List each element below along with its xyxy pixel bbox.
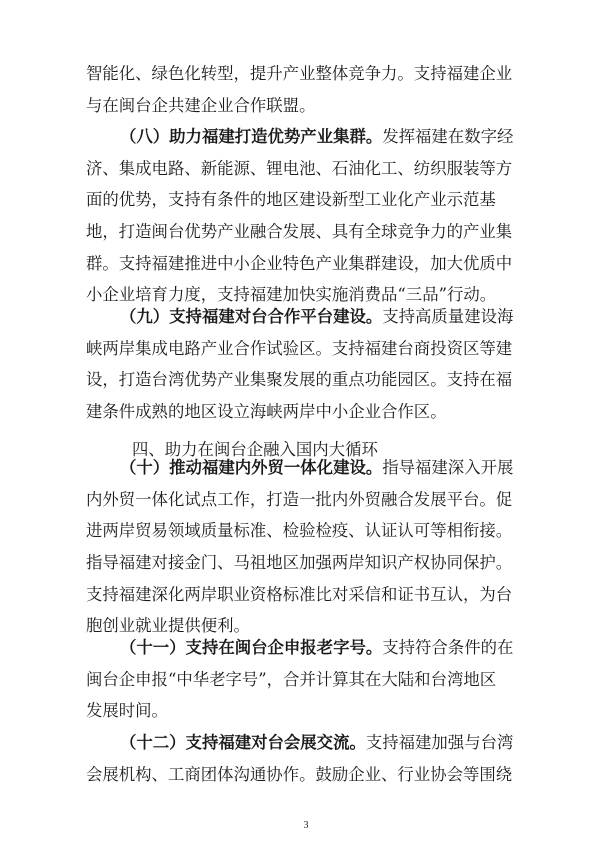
- text-line: [86, 579, 528, 611]
- text-line: [86, 452, 528, 484]
- text-line: [86, 216, 528, 248]
- text-line: [86, 484, 528, 516]
- text-line: [86, 90, 528, 122]
- text-line: [86, 58, 528, 90]
- line-text: 内外贸一体化试点工作，打造一批内外贸融合发展平台。促: [86, 489, 513, 509]
- line-text: 智能化、绿色化转型，提升产业整体竞争力。支持福建企业: [86, 64, 513, 83]
- line-text: 会展机构、工商团体沟通协作。鼓励企业、行业协会等围绕: [86, 764, 513, 784]
- page-number: 3: [303, 820, 309, 831]
- paragraph-intro-tail: [86, 58, 528, 121]
- line-text: 小企业培育力度，支持福建加快实施消费品“三品”行动。: [86, 285, 497, 305]
- line-text: 与在闽台企共建企业合作联盟。: [86, 95, 316, 115]
- text-line: [86, 695, 528, 727]
- line-text: 支持福建深化两岸职业资格标准比对采信和证书互认，为台: [86, 584, 513, 604]
- item-heading: （十一）支持在闽台企申报老字号。: [120, 638, 383, 657]
- paragraph-item-10: [86, 452, 528, 642]
- line-text: 支持符合条件的在: [382, 638, 514, 657]
- line-text: 济、集成电路、新能源、锂电池、石油化工、纺织服装等方: [86, 158, 513, 178]
- line-text: 面的优势，支持有条件的地区建设新型工业化产业示范基: [86, 190, 496, 210]
- line-text: 指导福建对接金门、马祖地区加强两岸知识产权协同保护。: [86, 553, 513, 573]
- text-line: [86, 759, 528, 791]
- line-text: 支持福建加强与台湾: [365, 733, 514, 752]
- section-heading: 四、助力在闽台企融入国内大循环: [132, 440, 378, 459]
- text-line: [86, 184, 528, 216]
- line-text: 支持高质量建设海: [382, 307, 514, 326]
- line-text: 指导福建深入开展: [382, 458, 514, 477]
- item-heading: （十二）支持福建对台会展交流。: [120, 733, 366, 752]
- line-text: 建条件成熟的地区设立海峡两岸中小企业合作区。: [86, 402, 447, 422]
- text-line: [86, 632, 528, 664]
- line-text: 地，打造闽台优势产业融合发展、具有全球竞争力的产业集: [86, 222, 513, 242]
- line-text: 胞创业就业提供便利。: [86, 616, 250, 636]
- paragraph-item-9: [86, 301, 528, 428]
- text-line: [86, 727, 528, 759]
- text-line: [86, 364, 528, 396]
- paragraph-item-11: [86, 632, 528, 727]
- text-line: [86, 248, 528, 280]
- text-line: [86, 301, 528, 333]
- text-line: [86, 515, 528, 547]
- line-text: 发挥福建在数字经: [382, 127, 514, 146]
- line-text: 闽台企申报“中华老字号”，合并计算其在大陆和台湾地区: [86, 669, 497, 689]
- text-line: [86, 396, 528, 428]
- paragraph-item-12: [86, 727, 528, 790]
- text-line: [86, 153, 528, 185]
- item-heading: （八）助力福建打造优势产业集群。: [120, 127, 383, 146]
- text-line: [86, 121, 528, 153]
- line-text: 群。支持福建推进中小企业特色产业集群建设，加大优质中: [86, 253, 513, 273]
- text-line: [86, 664, 528, 696]
- line-text: 设，打造台湾优势产业集聚发展的重点功能园区。支持在福: [86, 370, 513, 390]
- item-heading: （十）推动福建内外贸一体化建设。: [120, 458, 383, 477]
- line-text: 峡两岸集成电路产业合作试验区。支持福建台商投资区等建: [86, 338, 513, 358]
- item-heading: （九）支持福建对台合作平台建设。: [120, 307, 383, 326]
- text-line: [86, 547, 528, 579]
- paragraph-item-8: [86, 121, 528, 311]
- line-text: 发展时间。: [86, 701, 168, 721]
- line-text: 进两岸贸易领域质量标准、检验检疫、认证认可等相衔接。: [86, 521, 513, 541]
- text-line: [86, 333, 528, 365]
